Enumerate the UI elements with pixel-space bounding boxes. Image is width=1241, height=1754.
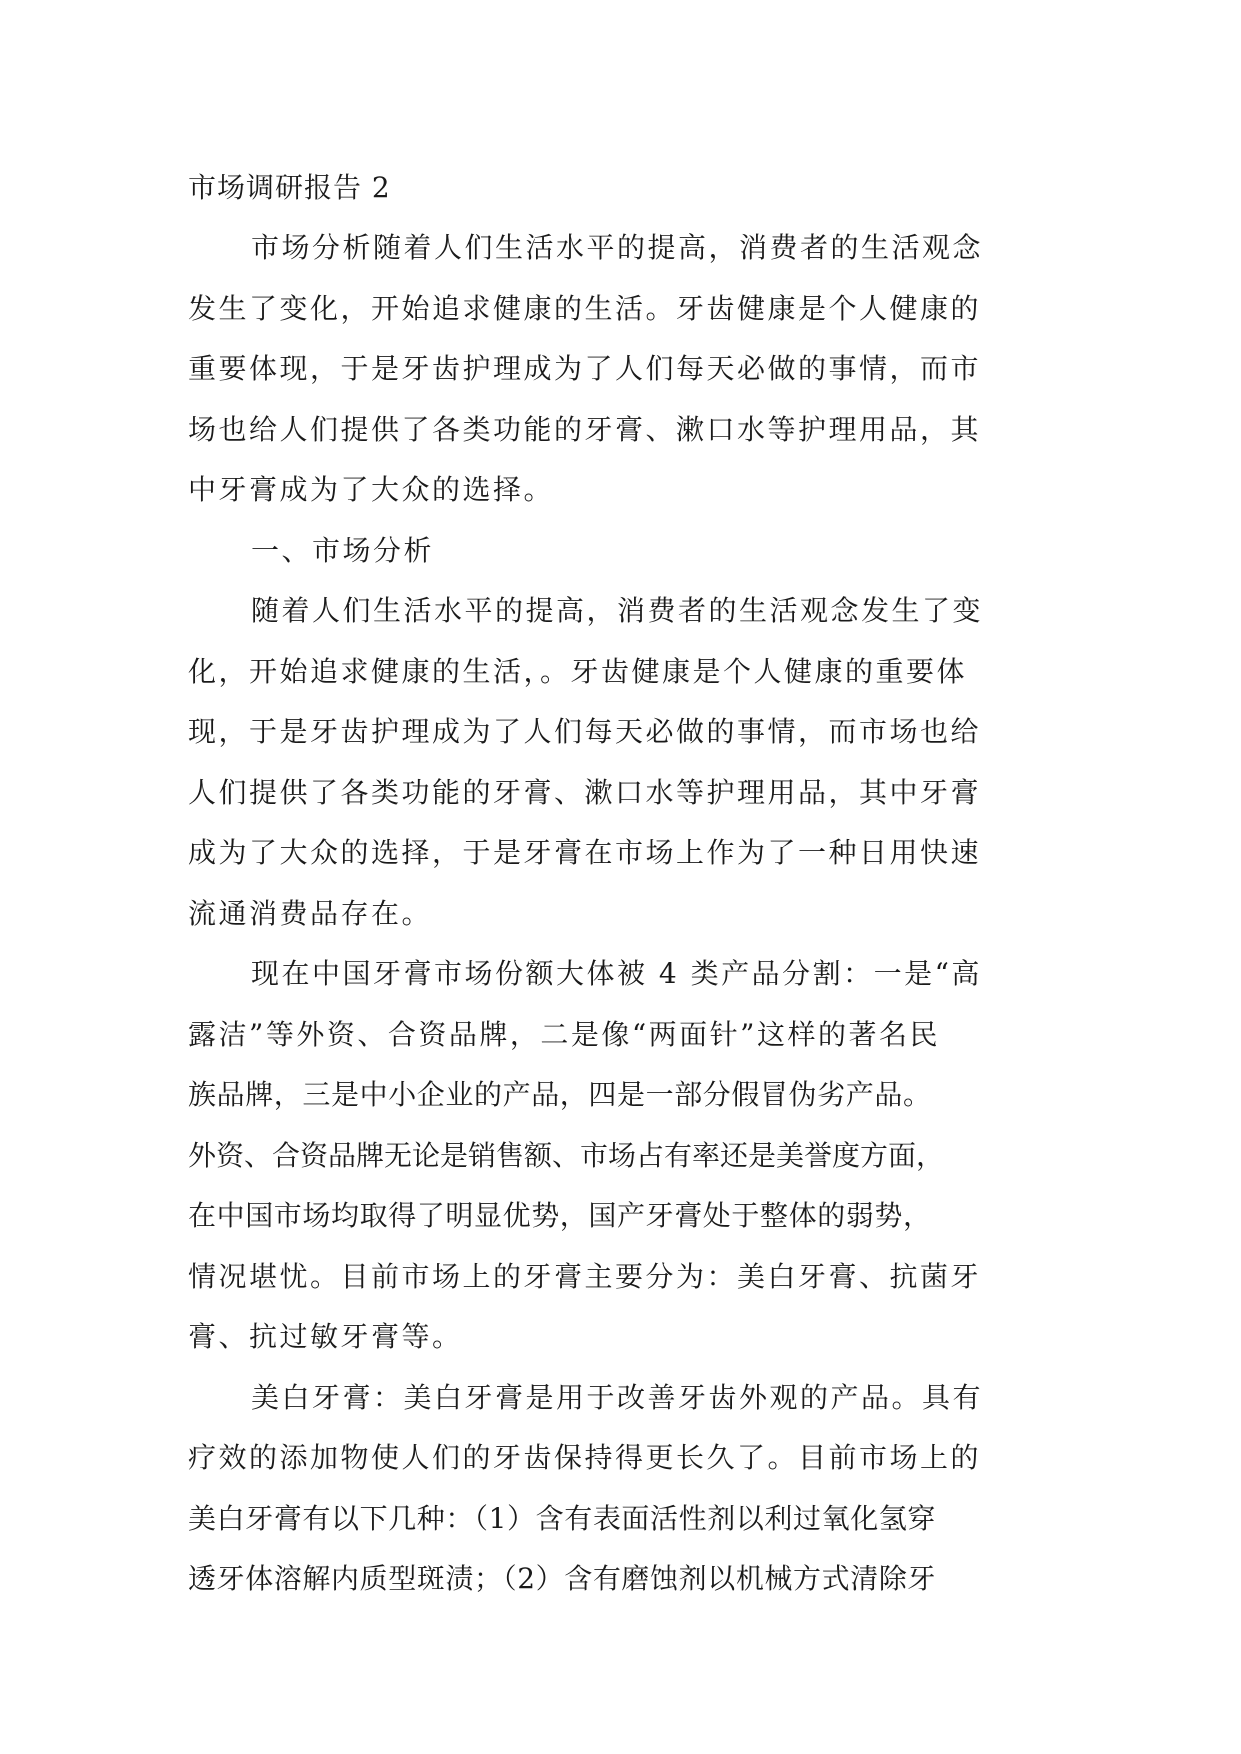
paragraph-whitening-toothpaste bbox=[188, 1368, 1068, 1610]
section-heading-text: 一、市场分析 bbox=[251, 533, 435, 567]
text-line: 现，于是牙齿护理成为了人们每天必做的事情，而市场也给 bbox=[188, 715, 982, 748]
text-line: 中牙膏成为了大众的选择。 bbox=[188, 473, 555, 506]
text-line: 膏、抗过敏牙膏等。 bbox=[188, 1320, 463, 1353]
text-line: 随着人们生活水平的提高，消费者的生活观念发生了变 bbox=[251, 594, 984, 627]
text-line: 透牙体溶解内质型斑渍；（2）含有磨蚀剂以机械方式清除牙 bbox=[188, 1562, 937, 1595]
document-body bbox=[188, 158, 1068, 1610]
text-line: 在中国市场均取得了明显优势，国产牙膏处于整体的弱势， bbox=[188, 1199, 932, 1232]
text-line: 市场分析随着人们生活水平的提高，消费者的生活观念 bbox=[251, 231, 984, 264]
text-line: 现在中国牙膏市场份额大体被 4 类产品分割：一是“高 bbox=[251, 957, 982, 990]
paragraph-market-share bbox=[188, 944, 1068, 1368]
text-line: 疗效的添加物使人们的牙齿保持得更长久了。目前市场上的 bbox=[188, 1441, 982, 1474]
document-title: 市场调研报告 2 bbox=[188, 171, 391, 204]
text-line: 外资、合资品牌无论是销售额、市场占有率还是美誉度方面， bbox=[188, 1138, 945, 1172]
text-line: 族品牌，三是中小企业的产品，四是一部分假冒伪劣产品。 bbox=[188, 1078, 932, 1111]
text-line: 美白牙膏：美白牙膏是用于改善牙齿外观的产品。具有 bbox=[251, 1380, 984, 1414]
text-line: 露洁”等外资、合资品牌，二是像“两面针”这样的著名民 bbox=[188, 1017, 940, 1051]
text-line: 情况堪忧。目前市场上的牙膏主要分为：美白牙膏、抗菌牙 bbox=[188, 1259, 982, 1293]
text-line: 美白牙膏有以下几种：（1）含有表面活性剂以利过氧化氢穿 bbox=[188, 1501, 937, 1535]
text-line: 化，开始追求健康的生活，。牙齿健康是个人健康的重要体 bbox=[188, 654, 968, 688]
paragraph-market-analysis bbox=[188, 581, 1068, 944]
text-line: 重要体现，于是牙齿护理成为了人们每天必做的事情，而市 bbox=[188, 352, 982, 385]
text-line: 流通消费品存在。 bbox=[188, 896, 433, 930]
paragraph-intro bbox=[188, 218, 1068, 521]
text-line: 发生了变化，开始追求健康的生活。牙齿健康是个人健康的 bbox=[188, 291, 982, 325]
text-line: 场也给人们提供了各类功能的牙膏、漱口水等护理用品，其 bbox=[188, 412, 982, 446]
text-line: 人们提供了各类功能的牙膏、漱口水等护理用品，其中牙膏 bbox=[188, 775, 982, 809]
text-line: 成为了大众的选择，于是牙膏在市场上作为了一种日用快速 bbox=[188, 836, 982, 869]
section-heading bbox=[188, 521, 1068, 582]
